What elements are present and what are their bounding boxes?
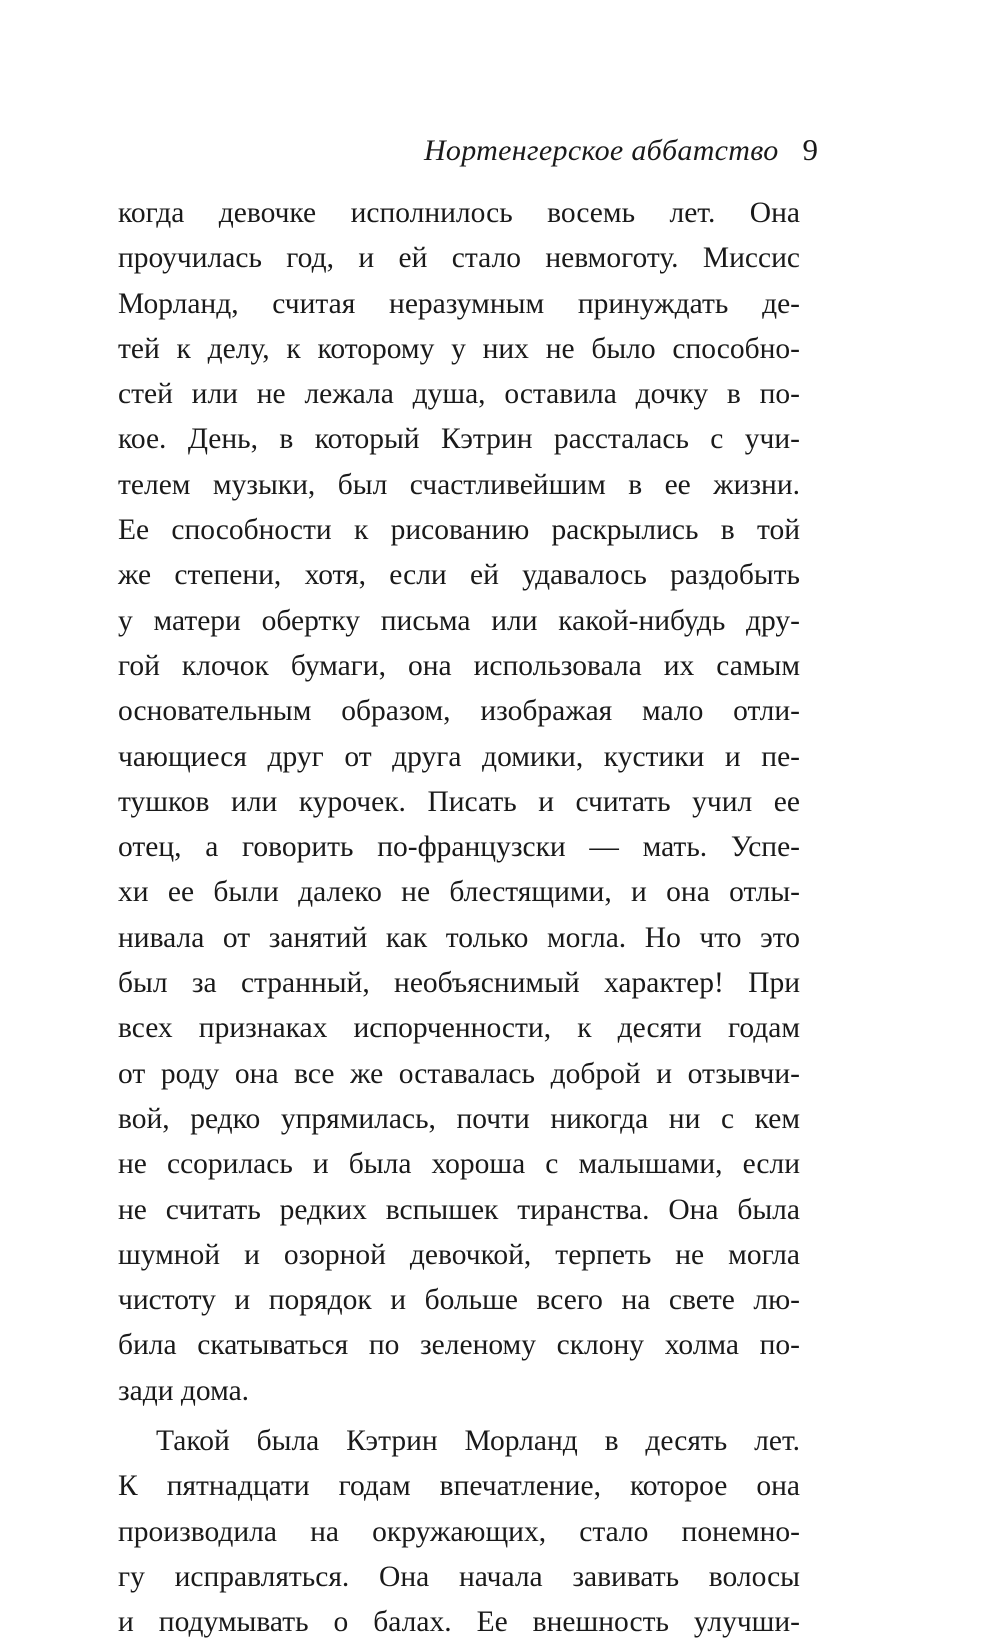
text-line: Морланд, считая неразумным принуждать де- <box>118 287 800 320</box>
text-line: била скатываться по зеленому склону холма по- <box>118 1329 800 1362</box>
text-line: Ее способности к рисованию раскрылись в той <box>118 514 800 547</box>
text-line: кое. День, в который Кэтрин рассталась с учи- <box>118 423 800 456</box>
text-line: чающиеся друг от друга домики, кустики и пе- <box>118 740 800 773</box>
paragraph-2 <box>118 1419 800 1645</box>
text-line: проучилась год, и ей стало невмоготу. Миссис <box>118 242 800 275</box>
text-line: не ссорилась и была хороша с малышами, если <box>118 1148 800 1181</box>
text-line: нивала от занятий как только могла. Но что это <box>118 921 800 954</box>
text-line: не считать редких вспышек тиранства. Она была <box>118 1193 800 1226</box>
text-line: Такой была Кэтрин Морланд в десять лет. <box>156 1425 800 1458</box>
running-header <box>424 132 818 176</box>
text-line: отец, а говорить по-французски — мать. Успе- <box>118 831 800 864</box>
text-line: К пятнадцати годам впечатление, которое она <box>118 1470 800 1503</box>
paragraph-1 <box>118 191 800 1414</box>
text-line: вой, редко упрямилась, почти никогда ни с кем <box>118 1102 800 1135</box>
text-line: зади дома. <box>118 1374 250 1407</box>
text-line: когда девочке исполнилось восемь лет. Она <box>118 197 800 229</box>
text-line: чистоту и порядок и больше всего на свете лю- <box>118 1284 800 1317</box>
text-line: же степени, хотя, если ей удавалось раздобыть <box>118 559 800 592</box>
text-line: и подумывать о балах. Ее внешность улучши- <box>118 1606 800 1639</box>
text-line: стей или не лежала душа, оставила дочку в по- <box>118 378 800 411</box>
running-title: Нортенгерское аббатство <box>423 134 779 167</box>
text-line: тушков или курочек. Писать и считать учил ее <box>118 785 800 818</box>
text-line: гой клочок бумаги, она использовала их самым <box>118 649 800 682</box>
text-line: у матери обертку письма или какой-нибудь дру- <box>118 604 800 637</box>
text-line: тей к делу, к которому у них не было способно- <box>118 332 800 365</box>
text-line: шумной и озорной девочкой, терпеть не могла <box>118 1238 800 1271</box>
text-line: хи ее были далеко не блестящими, и она отлы- <box>118 876 800 909</box>
text-line: гу исправляться. Она начала завивать волосы <box>118 1560 800 1593</box>
text-line: от роду она все же оставалась доброй и отзывчи- <box>118 1057 800 1090</box>
page-number: 9 <box>802 132 818 167</box>
text-line: телем музыки, был счастливейшим в ее жизни. <box>118 468 800 501</box>
text-line: производила на окружающих, стало понемно- <box>118 1515 800 1548</box>
text-line: основательным образом, изображая мало отли- <box>118 695 800 728</box>
text-line: был за странный, необъяснимый характер! При <box>118 967 800 1000</box>
text-line: всех признаках испорченности, к десяти годам <box>118 1012 800 1045</box>
body-text <box>118 191 800 1646</box>
